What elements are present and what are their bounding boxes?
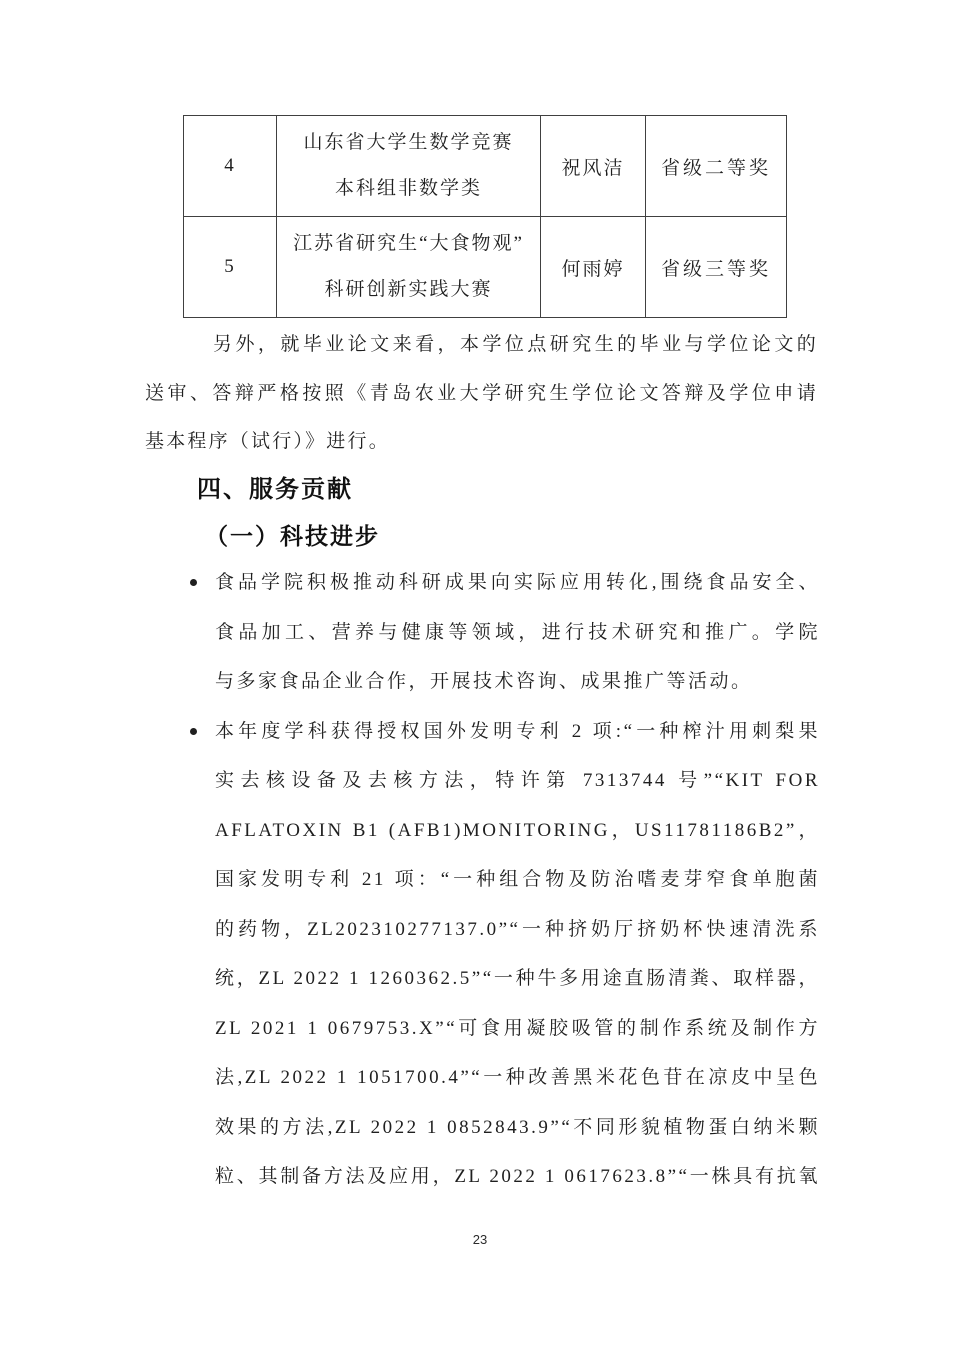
- paragraph-line: 送审、答辩严格按照《青岛农业大学研究生学位论文答辩及学位申请: [145, 382, 818, 404]
- bullet-icon: [190, 728, 197, 735]
- award-level-cell: 省级三等奖: [646, 217, 787, 318]
- list-item-line: 实去核设备及去核方法，特许第 7313744 号”“KIT FOR: [215, 770, 820, 791]
- list-item: [215, 558, 820, 707]
- list-item-line: 粒、其制备方法及应用，ZL 2022 1 0617623.8”“一株具有抗氧: [215, 1166, 820, 1187]
- paragraph-line: 基本程序（试行）》进行。: [145, 431, 390, 452]
- list-item-line: AFLATOXIN B1 (AFB1)MONITORING，US11781186B2”，: [215, 819, 820, 841]
- paragraph-line: 另外，就毕业论文来看，本学位点研究生的毕业与学位论文的: [213, 334, 818, 355]
- list-item-line: 与多家食品企业合作，开展技术咨询、成果推广等活动。: [215, 671, 753, 692]
- section-heading: 四、服务贡献: [197, 476, 353, 503]
- award-person-cell: 何雨婷: [541, 217, 646, 318]
- award-competition-cell: [277, 116, 541, 217]
- table-row: [184, 217, 787, 318]
- bullet-list: [215, 558, 820, 1202]
- award-rank-cell: 5: [184, 217, 277, 318]
- table-row: [184, 116, 787, 217]
- list-item-line: 法,ZL 2022 1 1051700.4”“一种改善黑米花色苷在凉皮中呈色: [215, 1067, 820, 1088]
- list-item-line: 食品加工、营养与健康等领域，进行技术研究和推广。学院: [215, 621, 820, 643]
- awards-table: [183, 115, 787, 318]
- bullet-icon: [190, 579, 197, 586]
- competition-name-line: 山东省大学生数学竞赛: [303, 132, 514, 153]
- competition-name-line: 科研创新实践大赛: [324, 279, 493, 300]
- list-item-line: ZL 2021 1 0679753.X”“可食用凝胶吸管的制作系统及制作方: [215, 1017, 820, 1039]
- page-number: 23: [472, 1232, 488, 1247]
- subsection-heading: （一）科技进步: [205, 524, 380, 549]
- thesis-procedure-paragraph: [145, 321, 818, 467]
- competition-name-line: 本科组非数学类: [334, 178, 482, 199]
- list-item: [215, 707, 820, 1202]
- list-item-line: 国家发明专利 21 项：“一种组合物及防治嗜麦芽窄食单胞菌: [215, 869, 820, 890]
- list-item-line: 的药物，ZL202310277137.0”“一种挤奶厅挤奶杯快速清洗系: [215, 918, 820, 940]
- award-rank-cell: 4: [184, 116, 277, 217]
- award-competition-cell: [277, 217, 541, 318]
- award-level-cell: 省级二等奖: [646, 116, 787, 217]
- list-item-line: 本年度学科获得授权国外发明专利 2 项:“一种榨汁用刺梨果: [215, 720, 820, 742]
- list-item-line: 食品学院积极推动科研成果向实际应用转化,围绕食品安全、: [215, 572, 820, 593]
- competition-name-line: 江苏省研究生“大食物观”: [293, 233, 524, 254]
- award-person-cell: 祝风洁: [541, 116, 646, 217]
- list-item-line: 效果的方法,ZL 2022 1 0852843.9”“不同形貌植物蛋白纳米颗: [215, 1116, 820, 1138]
- list-item-line: 统，ZL 2022 1 1260362.5”“一种牛多用途直肠清粪、取样器，: [215, 968, 820, 989]
